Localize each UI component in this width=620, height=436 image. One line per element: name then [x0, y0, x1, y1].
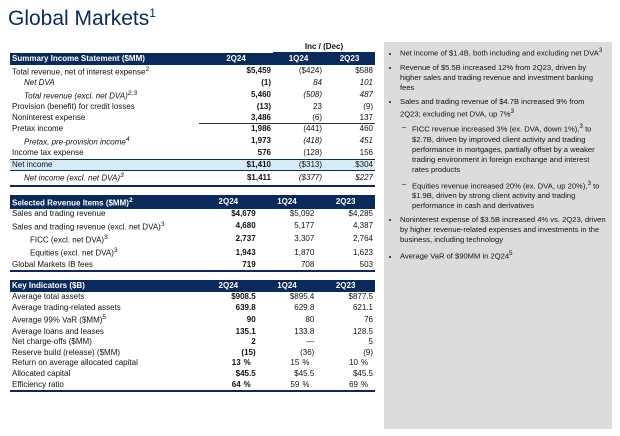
- bullet-net-income: • Net income of $1.4B, both including and excluding net DVA$^3$: [400, 46, 606, 59]
- bullet-revenue: • Revenue of $5.5B increased 12% from 2Q23, driven by higher sales and trading revenue and investment banking fees: [400, 63, 606, 93]
- table-row: Net income (excl. net DVA)$^3$ $1,411 ($377) $227: [10, 171, 375, 186]
- table-row: Return on average allocated capital 13 % 15 % 10 %: [12, 358, 369, 368]
- indicators-header: Key Indicators ($B): [10, 280, 199, 292]
- col-2q24: 2Q24: [199, 53, 273, 66]
- inc-dec-header: Inc / (Dec): [273, 42, 375, 53]
- summary-header: Summary Income Statement ($MM): [10, 53, 199, 66]
- table-row: Total revenue (excl. net DVA)$^{2,3}$ 5,460 (508) 487: [24, 89, 373, 101]
- table-row: Average 99% VaR ($MM)$^5$ 90 80 76: [12, 314, 373, 325]
- net-income-row: Net income $1,410 ($313) $304: [10, 159, 375, 171]
- table-row: Income tax expense 576 (128) 156: [12, 148, 373, 158]
- bullet-sales-trading: • Sales and trading revenue of $4.7B increased 9% from 2Q23; excluding net DVA, up 7%$^3$ – FICC revenue increased 3% (ex. DVA, down 1%),$^3$ to $2.7B, driven by improved client activity and trading performance in mortgages, partially offset by a weaker trading environment in foreign exchange and interest rates products – Equities revenue increased 20% (ex. DVA, up 20%),$^3$ to $1.9B, driven by strong client activity and trading performance in cash and derivatives: [400, 97, 606, 212]
- table-row: Average trading-related assets 639.8 629.8 621.1: [12, 302, 373, 312]
- col-1q24: 1Q24: [273, 53, 324, 66]
- key-indicators-table: [10, 280, 375, 392]
- table-row: Average total assets $908.5 $895.4 $877.5: [12, 292, 373, 302]
- table-row: Noninterest expense 3,486 (6) 137: [12, 112, 373, 122]
- table-row: Provision (benefit) for credit losses (13) 23 (9): [12, 102, 373, 112]
- table-row: Efficiency ratio 64 % 59 % 69 %: [10, 380, 375, 392]
- table-row: Pretax, pre-provision income$^4$ 1,973 (418) 451: [24, 135, 373, 147]
- commentary-panel: [384, 42, 612, 429]
- revenue-items-table: [10, 195, 375, 273]
- bullet-noninterest-expense: • Noninterest expense of $3.5B increased 4% vs. 2Q23, driven by higher revenue-related expenses and investments in the business, including technology: [400, 215, 606, 245]
- table-row: Allocated capital $45.5 $45.5 $45.5: [12, 368, 373, 378]
- table-row: Net charge-offs ($MM) 2 — 5: [12, 337, 373, 347]
- tables-area: [10, 42, 375, 392]
- table-row: Global Markets IB fees 719 708 503: [10, 260, 375, 272]
- table-row: FICC (excl. net DVA)$^3$ 2,737 3,307 2,764: [30, 234, 373, 245]
- inc-dec-header-row: [10, 42, 375, 53]
- table-row: Reserve build (release) ($MM) (15) (36) (9): [12, 347, 373, 357]
- summary-header-row: [10, 53, 375, 66]
- summary-income-table: [10, 42, 375, 187]
- page-title: Global Markets$^1$: [8, 6, 156, 30]
- bullet-var: • Average VaR of $90MM in $2Q24^5$: [400, 249, 606, 262]
- revenue-header-row: Selected Revenue Items ($MM)$^2$ 2Q24 1Q24 2Q23: [10, 195, 375, 210]
- bullet-ficc: – FICC revenue increased 3% (ex. DVA, down 1%),$^3$ to $2.7B, driven by improved client activity and trading performance in mortgages, partially offset by a weaker trading environment in foreign exchange and interest rates products: [412, 122, 606, 175]
- table-row: Net DVA (1) 84 101: [24, 78, 373, 88]
- indicators-header-row: Key Indicators ($B) 2Q24 1Q24 2Q23: [10, 280, 375, 292]
- table-row: Sales and trading revenue $4,679 $5,092 $4,285: [12, 209, 373, 219]
- table-row: Pretax income 1,986 (441) 460: [12, 124, 373, 134]
- table-row: Total revenue, net of interest expense$^2$ $5,459 ($424) $588: [12, 66, 373, 77]
- table-row: Average loans and leases 135.1 133.8 128.5: [12, 326, 373, 336]
- table-row: Equities (excl. net DVA)$^3$ 1,943 1,870 1,623: [30, 247, 373, 258]
- revenue-header: Selected Revenue Items ($MM)$^2$: [10, 195, 199, 210]
- bullet-equities: – Equities revenue increased 20% (ex. DVA, up 20%),$^3$ to $1.9B, driven by strong client activity and trading performance in cash and derivatives: [412, 179, 606, 212]
- table-row: Sales and trading revenue (excl. net DVA)$^3$ 4,680 5,177 4,387: [12, 220, 373, 232]
- col-2q23: 2Q23: [324, 53, 375, 66]
